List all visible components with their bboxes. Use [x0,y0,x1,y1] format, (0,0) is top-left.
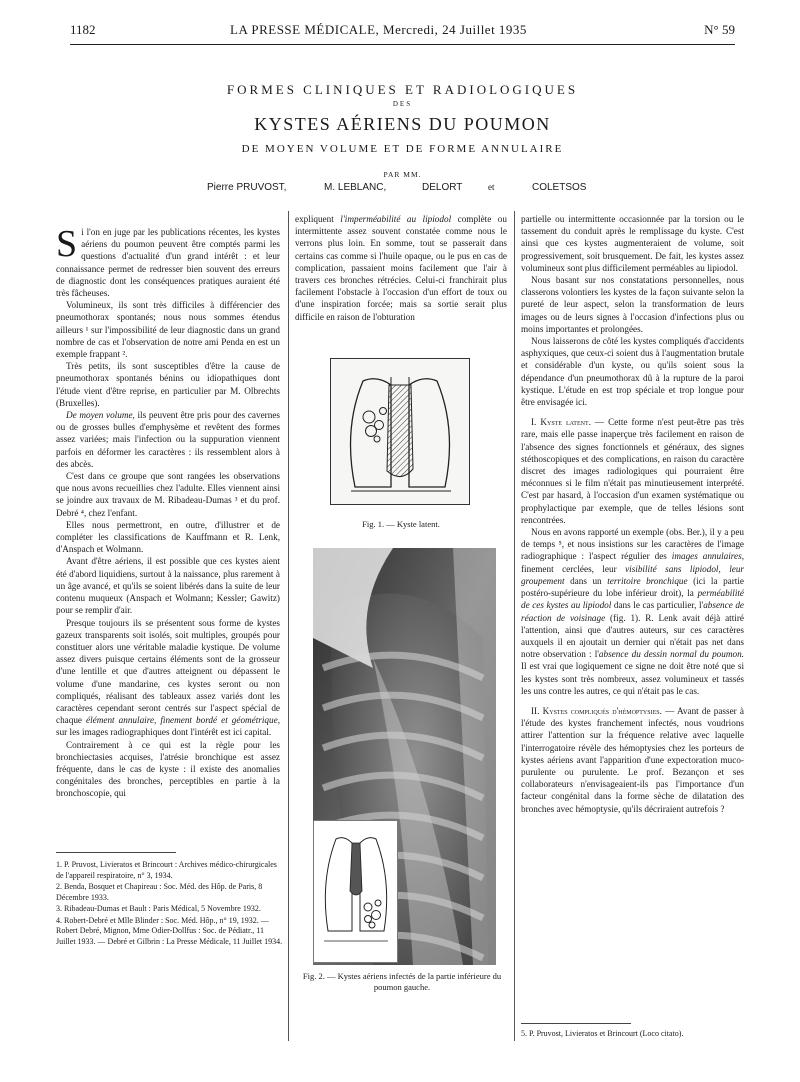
drop-cap: S [56,226,78,265]
footnote: 2. Benda, Bosquet et Chapireau : Soc. Méd. des Hôp. de Paris, 8 Décembre 1933. [56,882,263,902]
paragraph: Avant d'être aériens, il est possible que ces kystes aient été d'abord liquidiens, surtout à la naissance, plus rarement à un âge avancé, et qu'ils se soient libérés dans la suite de leur contenu muqueux (Anspach et Wolmann; Kessler; Gawitz) pour se remplir d'air. [56,556,280,616]
paragraph: Contrairement à ce qui est la règle pour les bronchiectasies acquises, l'atrésie bronchique est assez fréquente, dans le cas de kyste : il existe des anomalies congénitales des bronches, perceptibles en partie à la bronchoscopie, qui [56,739,280,799]
authors-line [70,182,735,196]
issue-number: N° 59 [704,22,735,37]
author-delort: DELORT [422,182,463,193]
article-title: KYSTES AÉRIENS DU POUMON [254,114,551,134]
figure-1-caption: Fig. 1. — Kyste latent. [362,519,440,529]
author-pruvost: Pierre PRUVOST, [207,182,287,193]
paragraph: Elles nous permettront, en outre, d'illustrer et de compléter les classifications de Kauffmann et R. Lenk, d'Anspach et Wolmann. [56,519,280,555]
paragraph: C'est dans ce groupe que sont rangées les observations que nous avons recueillies chez l'adulte. Elles viennent ainsi se joindre aux travaux de M. Ribadeau-Dumas ³ et du prof. Debré ⁴, chez l'enfant. [56,471,280,518]
figure-2-caption: Fig. 2. — Kystes aériens infectés de la partie inférieure du poumon gauche. [302,971,502,992]
figure-1-diagram [330,358,470,505]
journal-name: LA PRESSE MÉDICALE, [230,22,380,37]
paragraph: expliquent l'imperméabilité au lipiodol complète ou intermittente assez souvent constatée comme nous le verrons plus loin. En somme, tout se passerait dans certains cas comme si l'huile opaque, ou le pus en cas de complication, passaient moins facilement que l'air à travers ces bronches rétrécies. Celui-ci franchirait plus facilement l'obstacle à l'occasion d'un effort de toux ou d'une inspiration forcée; mais sa sortie serait plus difficile en raison de l'obturation [295,214,507,322]
page-number: 1182 [70,22,96,37]
footnote: 5. P. Pruvost, Livieratos et Brincourt (Loco citato). [521,1029,684,1038]
article-subtitle: DE MOYEN VOLUME ET DE FORME ANNULAIRE [241,143,564,155]
author-coletsos: COLETSOS [532,182,587,193]
paragraph: partielle ou intermittente occasionnée par la torsion ou le tassement du conduit après le remplissage du kyste. C'est ainsi que ces kystes augmenteraient de volume, soit progressivement, soit brusquement. De fait, les kystes assez volumineux sont plus difficilement perméables au lipiodol. [521,214,744,273]
paragraph: Presque toujours ils se présentent sous forme de kystes gazeux transparents soit isolés, soit multiples, groupés pour constituer alors une véritable maladie kystique. De volume assez divers puisque certains éléments sont de la grosseur d'une lentille et que d'autres atteignent ou dépassent le volume d'une mandarine, ces kystes seront ou non compliqués, réalisant des tableaux assez variés dont les caractères cependant seront centrés sur l'aspect spécial de chaque élément annulaire, finement bordé et géométrique, sur les images radiographiques dont l'intérêt est ici capital. [56,617,280,738]
footnotes [56,860,284,948]
section-heading: II. Kystes compliqués d'hémoptysies. [531,705,662,716]
author-et: et [488,182,495,192]
footnote: 1. P. Pruvost, Livieratos et Brincourt : Archives médico-chirurgicales de l'appareil respiratoire, n° 3, 1934. [56,860,277,880]
column-rule-2 [514,211,515,1041]
paragraph: Nous basant sur nos constatations personnelles, nous classerons volontiers les kystes de la façon suivante selon la pureté de leur aspect, selon la transformation de leurs images ou de leurs signes à l'occasion d'infections plus ou moins importantes et prolongées. [521,275,744,334]
paragraph: Volumineux, ils sont très difficiles à différencier des pneumothorax spontanés; nous nous sommes étendus ailleurs ¹ sur l'impossibilité de leur diagnostic dans un grand nombre de cas et l'observation de notre ami Penda en est un exemple frappant ². [56,300,280,360]
journal-line [230,22,527,38]
section-1-paragraph: I. Kyste latent. — Cette forme n'est peut-être pas très rare, mais elle passe inaperçue très facilement en raison de l'absence des signes fonctionnels et généraux, des signes stéthoscopiques et des complications, en raison du caractère discret des images radiologiques qui pourraient être méconnues si le film n'était pas minutieusement interprété. C'est par hasard, à l'occasion d'un examen systématique ou prophylactique par exemple, que de telles lésions sont rencontrées. [521,417,744,525]
section-heading: I. Kyste latent. [531,417,591,428]
issue-date: Mercredi, 24 Juillet 1935 [383,22,527,37]
par-mm: PAR MM. [383,170,422,179]
column-1 [56,226,280,844]
lung-schematic-drawing [331,359,469,504]
footnote: 3. Ribadeau-Dumas et Bault : Paris Médical, 5 Novembre 1932. [56,904,261,913]
paragraph: Si l'on en juge par les publications récentes, les kystes aériens du poumon peuvent être comptés parmi les questions d'actualité d'un grand intérêt : et leur connaissance permet de redresser bien souvent des erreurs de diagnostic dont les conséquences pratiques auraient été très fâcheuses. [56,226,280,299]
footnote: 4. Robert-Debré et Mlle Blinder : Soc. Méd. Hôp., n° 19, 1932. — Robert Debré, Mignon, Mme Odier-Dollfus : Soc. de Pédiatr., 11 Juillet 1933. — Debré et Gilbrin : La Presse Médicale, 11 Juillet 1934. [56,915,283,946]
footnote-rule [521,1023,631,1024]
paragraph: De moyen volume, ils peuvent être pris pour des cavernes ou de grosses bulles d'emphysème et revêtent des formes assez variées; mais l'infection ou la suppuration viennent parfois en déformer les caractères : ils ressemblent alors à des abcès. [56,410,280,469]
running-head [70,22,735,45]
inset-lung-schematic [314,821,397,962]
section-2-paragraph: II. Kystes compliqués d'hémoptysies. — Avant de passer à l'étude des kystes franchement infectés, nous voudrions attirer l'attention sur la fréquence relative avec laquelle l'interrogatoire révèle des hémoptysies chez les porteurs de kystes aériens avant l'apparition d'une expectoration muco-purulente ou purulente. Le prof. Bezançon et ses collaborateurs n'envisageaient-ils pas l'importance d'un facteur congénital dans la forme sèche de dilatation des bronches avec hémoptysie, qu'ils décriraient autrefois ? [521,705,744,814]
title-des: DES [392,100,413,108]
paragraph: Nous laisserons de côté les kystes compliqués d'accidents asphyxiques, que ceux-ci soient dus à l'augmentation brutale et considérable d'un kyste, ou qu'ils soient sous la dépendance d'un pneumothorax dû à la rupture de la paroi kystique. L'étude en est trop spéciale et trop longue pour être envisagée ici. [521,336,744,408]
figure-2-inset-diagram [313,820,398,963]
column-3 [521,213,744,1033]
paragraph: Très petits, ils sont susceptibles d'être la cause de pneumothorax spontanés bénins ou idiopathiques dont l'étude vient d'être reprise, en particulier par M. Olbrechts (Bruxelles). [56,361,280,408]
paragraph: Nous en avons rapporté un exemple (obs. Ber.), il y a peu de temps ⁵, et nous insistions sur les caractères de l'image radiographique : l'aspect régulier des images annulaires, finement cerclées, leur visibilité sans lipiodol, leur groupement dans un territoire bronchique (ici la partie postéro-supérieure du lobe inférieur droit), la perméabilité de ces kystes au lipiodol dans le cas particulier, l'absence de réaction de voisinage (fig. 1). R. Lenk avait déjà attiré l'attention, ainsi que d'autres auteurs, sur ces caractères auxquels il en ajoutait un dernier qui n'était pas net dans notre observation : l'absence du dessin normal du poumon. Il est vrai que logiquement ce signe ne doit être noté que si les kystes sont très nombreux, assez volumineux et tassés les uns contre les autres, ce qui n'était pas le cas. [521,527,744,696]
title-line1: FORMES CLINIQUES ET RADIOLOGIQUES [226,82,579,97]
column-rule-1 [288,211,289,1041]
author-leblanc: M. LEBLANC, [324,182,387,193]
column-2 [295,213,507,346]
footnote-rule [56,852,176,853]
